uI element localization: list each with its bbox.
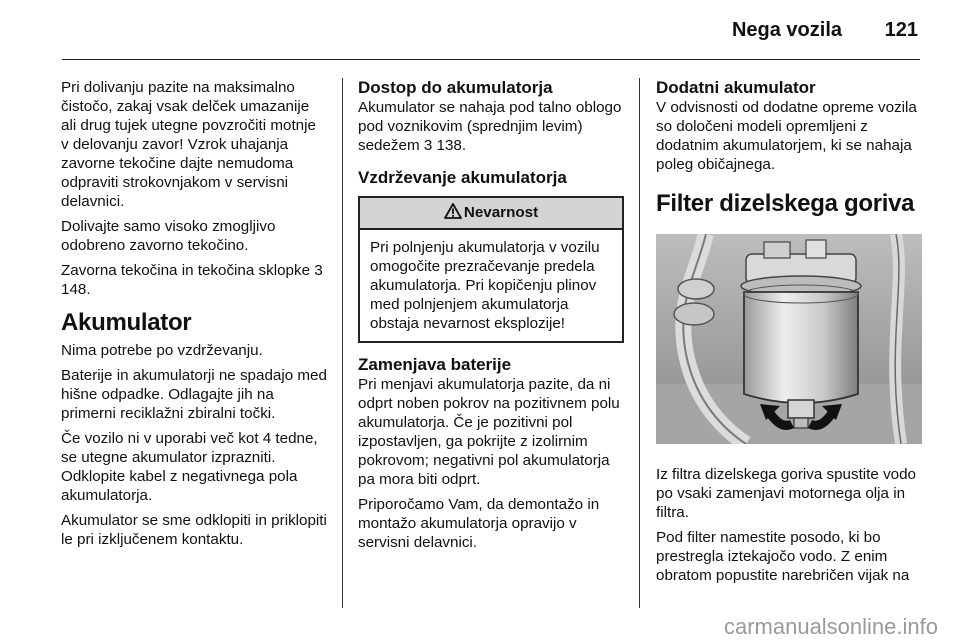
paragraph: Pri menjavi akumulatorja pazite, da ni odprt noben pokrov na pozitivnem polu akumulatorja. Če je pozitivni pol izpostavljen, ga pokrijte z izolirnim pokrovom; negativni pol akumulatorja pa mora biti odprt. xyxy=(358,376,620,488)
warning-text: Pri polnjenju akumulatorja v vozilu omogočite prezračevanje predela akumulatorja. Pri kopičenju plinov med polnjenjem akumulatorja obstaja nevarnost eksplozije! xyxy=(370,239,600,332)
paragraph: Nima potrebe po vzdrževanju. xyxy=(61,342,263,359)
paragraph: Dolivajte samo visoko zmogljivo odobreno zavorno tekočino. xyxy=(61,218,276,254)
section-heading-akumulator: Akumulator xyxy=(61,309,192,336)
subheading-zamenjava: Zamenjava baterije xyxy=(358,355,512,374)
paragraph: Pri dolivanju pazite na maksimalno čistočo, zakaj vsak delček umazanije ali drug tujek utegne povzročiti motnje v delovanju zavor! Vzrok uhajanja zavorne tekočine dajte nemudoma odpraviti strokovnjakom v servisni delavnici. xyxy=(61,79,316,210)
column-2 xyxy=(358,78,624,558)
section-heading-filter: Filter dizelskega goriva xyxy=(656,190,915,217)
watermark-text: carmanualsonline.info xyxy=(723,614,938,639)
paragraph-text: Zavorna tekočina in tekočina sklopke xyxy=(61,262,311,279)
paragraph: Akumulator se sme odklopiti in priklopiti le pri izključenem kontaktu. xyxy=(61,512,327,548)
page-reference[interactable]: 3 148. xyxy=(61,262,323,298)
paragraph: Pod filter namestite posodo, ki bo prestregla iztekajočo vodo. Z enim obratom popustite narebričen vijak na xyxy=(656,529,910,584)
paragraph: Baterije in akumulatorji ne spadajo med hišne odpadke. Odlagajte jih na primerni reciklažni zbiralni točki. xyxy=(61,367,327,422)
column-3 xyxy=(656,78,922,591)
paragraph: V odvisnosti od dodatne opreme vozila so določeni modeli opremljeni z dodatnim akumulatorjem, ki se nahaja poleg običajnega. xyxy=(656,99,917,173)
paragraph: Če vozilo ni v uporabi več kot 4 tedne, se utegne akumulator izprazniti. Odklopite kabel z negativnega pola akumulatorja. xyxy=(61,430,318,504)
page-header xyxy=(0,0,960,60)
column-divider-1 xyxy=(342,78,343,608)
warning-label: Nevarnost xyxy=(463,204,539,221)
column-divider-2 xyxy=(639,78,640,608)
header-title: Nega vozila xyxy=(731,19,842,41)
subheading-dodatni: Dodatni akumulator xyxy=(656,78,816,97)
column-1 xyxy=(61,78,327,555)
diesel-filter-illustration xyxy=(656,234,922,444)
paragraph: Priporočamo Vam, da demontažo in montažo akumulatorja opravijo v servisni delavnici. xyxy=(358,496,600,551)
paragraph xyxy=(61,261,327,299)
subheading-dostop: Dostop do akumulatorja xyxy=(358,78,553,97)
paragraph: Akumulator se nahaja pod talno oblogo pod voznikovim (sprednjim levim) sedežem 3 138. xyxy=(358,99,622,154)
warning-box xyxy=(358,196,624,343)
warning-header xyxy=(360,198,622,230)
warning-triangle-icon xyxy=(444,203,462,219)
header-rule xyxy=(62,59,920,60)
subheading-vzdrzevanje: Vzdrževanje akumulatorja xyxy=(358,168,567,187)
paragraph: Iz filtra dizelskega goriva spustite vodo po vsaki zamenjavi motornega olja in filtra. xyxy=(656,466,917,521)
page-number: 121 xyxy=(884,19,918,41)
